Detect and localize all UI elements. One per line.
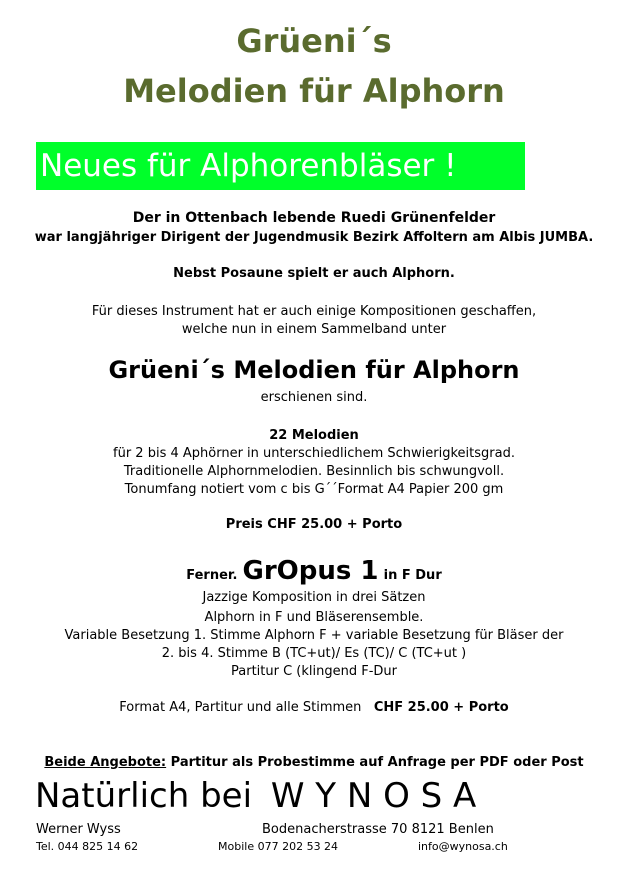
gropus-title: GrOpus 1 <box>242 556 379 586</box>
contact-email[interactable]: info@wynosa.ch <box>418 840 508 853</box>
slogan-prefix: Natürlich bei <box>35 776 263 816</box>
contact-mobile: Mobile 077 202 53 24 <box>218 840 339 853</box>
gropus-prefix: Ferner. <box>186 568 238 583</box>
offers-label: Beide Angebote: <box>44 755 167 770</box>
title-line-2: Melodien für Alphorn <box>123 72 505 110</box>
intro-line-5: welche nun in einem Sammelband unter <box>181 322 447 337</box>
brand-name: W Y N O S A <box>270 776 477 816</box>
gropus-heading <box>0 556 628 586</box>
gropus-price: CHF 25.00 + Porto <box>373 700 509 715</box>
collection-subtitle: erschienen sind. <box>260 390 368 405</box>
gropus-desc-5: Partitur C (klingend F-Dur <box>231 664 397 679</box>
intro-line-1: Der in Ottenbach lebende Ruedi Grünenfelder <box>132 210 496 226</box>
contact-name: Werner Wyss <box>36 822 121 837</box>
title-line-1: Grüeni´s <box>236 22 392 60</box>
offers-text: Partitur als Probestimme auf Anfrage per PDF oder Post <box>166 755 584 770</box>
collection-desc-3: Tonumfang notiert vom c bis G´´Format A4 Papier 200 gm <box>124 482 504 497</box>
gropus-desc-3: Variable Besetzung 1. Stimme Alphorn F + variable Besetzung für Bläser der <box>64 628 564 643</box>
gropus-format: Format A4, Partitur und alle Stimmen <box>119 700 362 715</box>
gropus-desc-4: 2. bis 4. Stimme B (TC+ut)/ Es (TC)/ C (TC+ut ) <box>161 646 467 661</box>
gropus-desc-1: Jazzige Komposition in drei Sätzen <box>202 590 426 605</box>
collection-desc-1: für 2 bis 4 Aphörner in unterschiedlichem Schwierigkeitsgrad. <box>113 446 515 461</box>
collection-desc-2: Traditionelle Alphornmelodien. Besinnlich bis schwungvoll. <box>123 464 505 479</box>
collection-price: Preis CHF 25.00 + Porto <box>225 517 403 532</box>
banner <box>36 142 525 190</box>
slogan <box>35 776 476 816</box>
collection-count: 22 Melodien <box>269 428 359 443</box>
intro-line-3: Nebst Posaune spielt er auch Alphorn. <box>173 266 455 281</box>
contact-phone: Tel. 044 825 14 62 <box>36 840 139 853</box>
gropus-key: in F Dur <box>383 568 442 583</box>
gropus-desc-2: Alphorn in F und Bläserensemble. <box>204 610 424 625</box>
collection-title: Grüeni´s Melodien für Alphorn <box>108 356 520 384</box>
intro-line-4: Für dieses Instrument hat er auch einige Kompositionen geschaffen, <box>91 304 537 319</box>
intro-line-2: war langjähriger Dirigent der Jugendmusik Bezirk Affoltern am Albis JUMBA. <box>34 230 594 245</box>
gropus-format-line <box>0 700 628 715</box>
offers-line <box>0 755 628 770</box>
banner-text: Neues für Alphorenbläser ! <box>40 148 457 184</box>
contact-address: Bodenacherstrasse 70 8121 Benlen <box>262 822 494 837</box>
